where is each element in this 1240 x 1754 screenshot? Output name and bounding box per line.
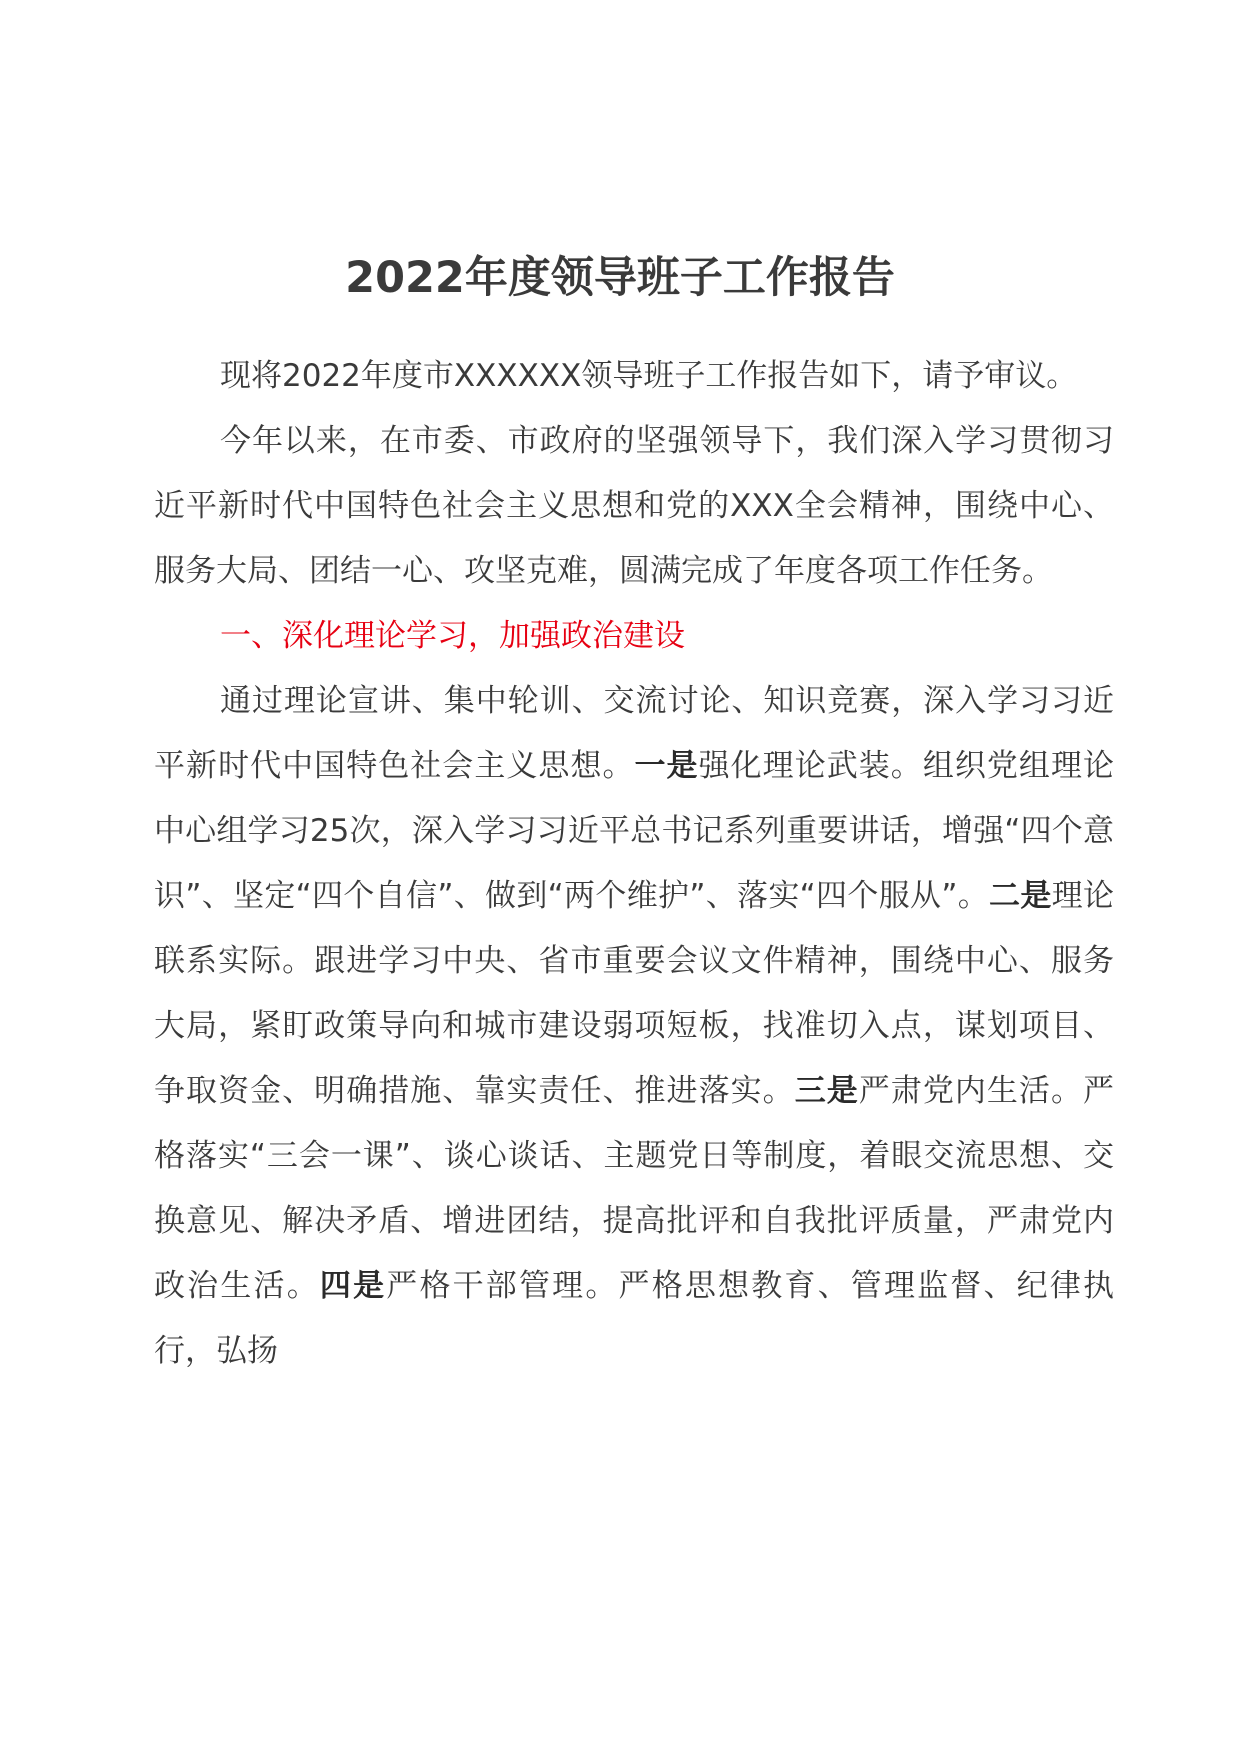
item-text-4: 严格干部管理。严格思想教育、管理监督、纪律执行，弘扬	[154, 1268, 1115, 1369]
section-lead: 通过理论宣讲、集中轮训、交流讨论、知识竞赛，深入学习习近平新时代中国特色社会主义思想。	[154, 683, 1114, 784]
intro-paragraph: 现将2022年度市XXXXXX领导班子工作报告如下，请予审议。	[220, 358, 1078, 394]
item-label-3: 三是	[794, 1073, 859, 1109]
section-heading: 一、深化理论学习，加强政治建设	[220, 618, 685, 654]
section-paragraph	[154, 669, 1114, 1384]
item-label-4: 四是	[319, 1268, 387, 1304]
item-label-1: 一是	[634, 748, 699, 784]
item-text-2: 理论联系实际。跟进学习中央、省市重要会议文件精神，围绕中心、服务大局，紧盯政策导向和城市建设弱项短板，找准切入点，谋划项目、争取资金、明确措施、靠实责任、推进落实。	[154, 878, 1115, 1109]
document-title: 2022年度领导班子工作报告	[345, 253, 895, 303]
item-text-3: 严肃党内生活。严格落实“三会一课”、谈心谈话、主题党日等制度，着眼交流思想、交换意见、解决矛盾、增进团结，提高批评和自我批评质量，严肃党内政治生活。	[154, 1073, 1115, 1304]
item-text-1: 强化理论武装。组织党组理论中心组学习25次，深入学习习近平总书记系列重要讲话，增强“四个意识”、坚定“四个自信”、做到“两个维护”、落实“四个服从”。	[154, 748, 1115, 914]
document-body	[154, 344, 1114, 1384]
item-label-2: 二是	[989, 878, 1052, 914]
summary-paragraph: 今年以来，在市委、市政府的坚强领导下，我们深入学习贯彻习近平新时代中国特色社会主义思想和党的XXX全会精神，围绕中心、服务大局、团结一心、攻坚克难，圆满完成了年度各项工作任务。	[154, 423, 1114, 589]
